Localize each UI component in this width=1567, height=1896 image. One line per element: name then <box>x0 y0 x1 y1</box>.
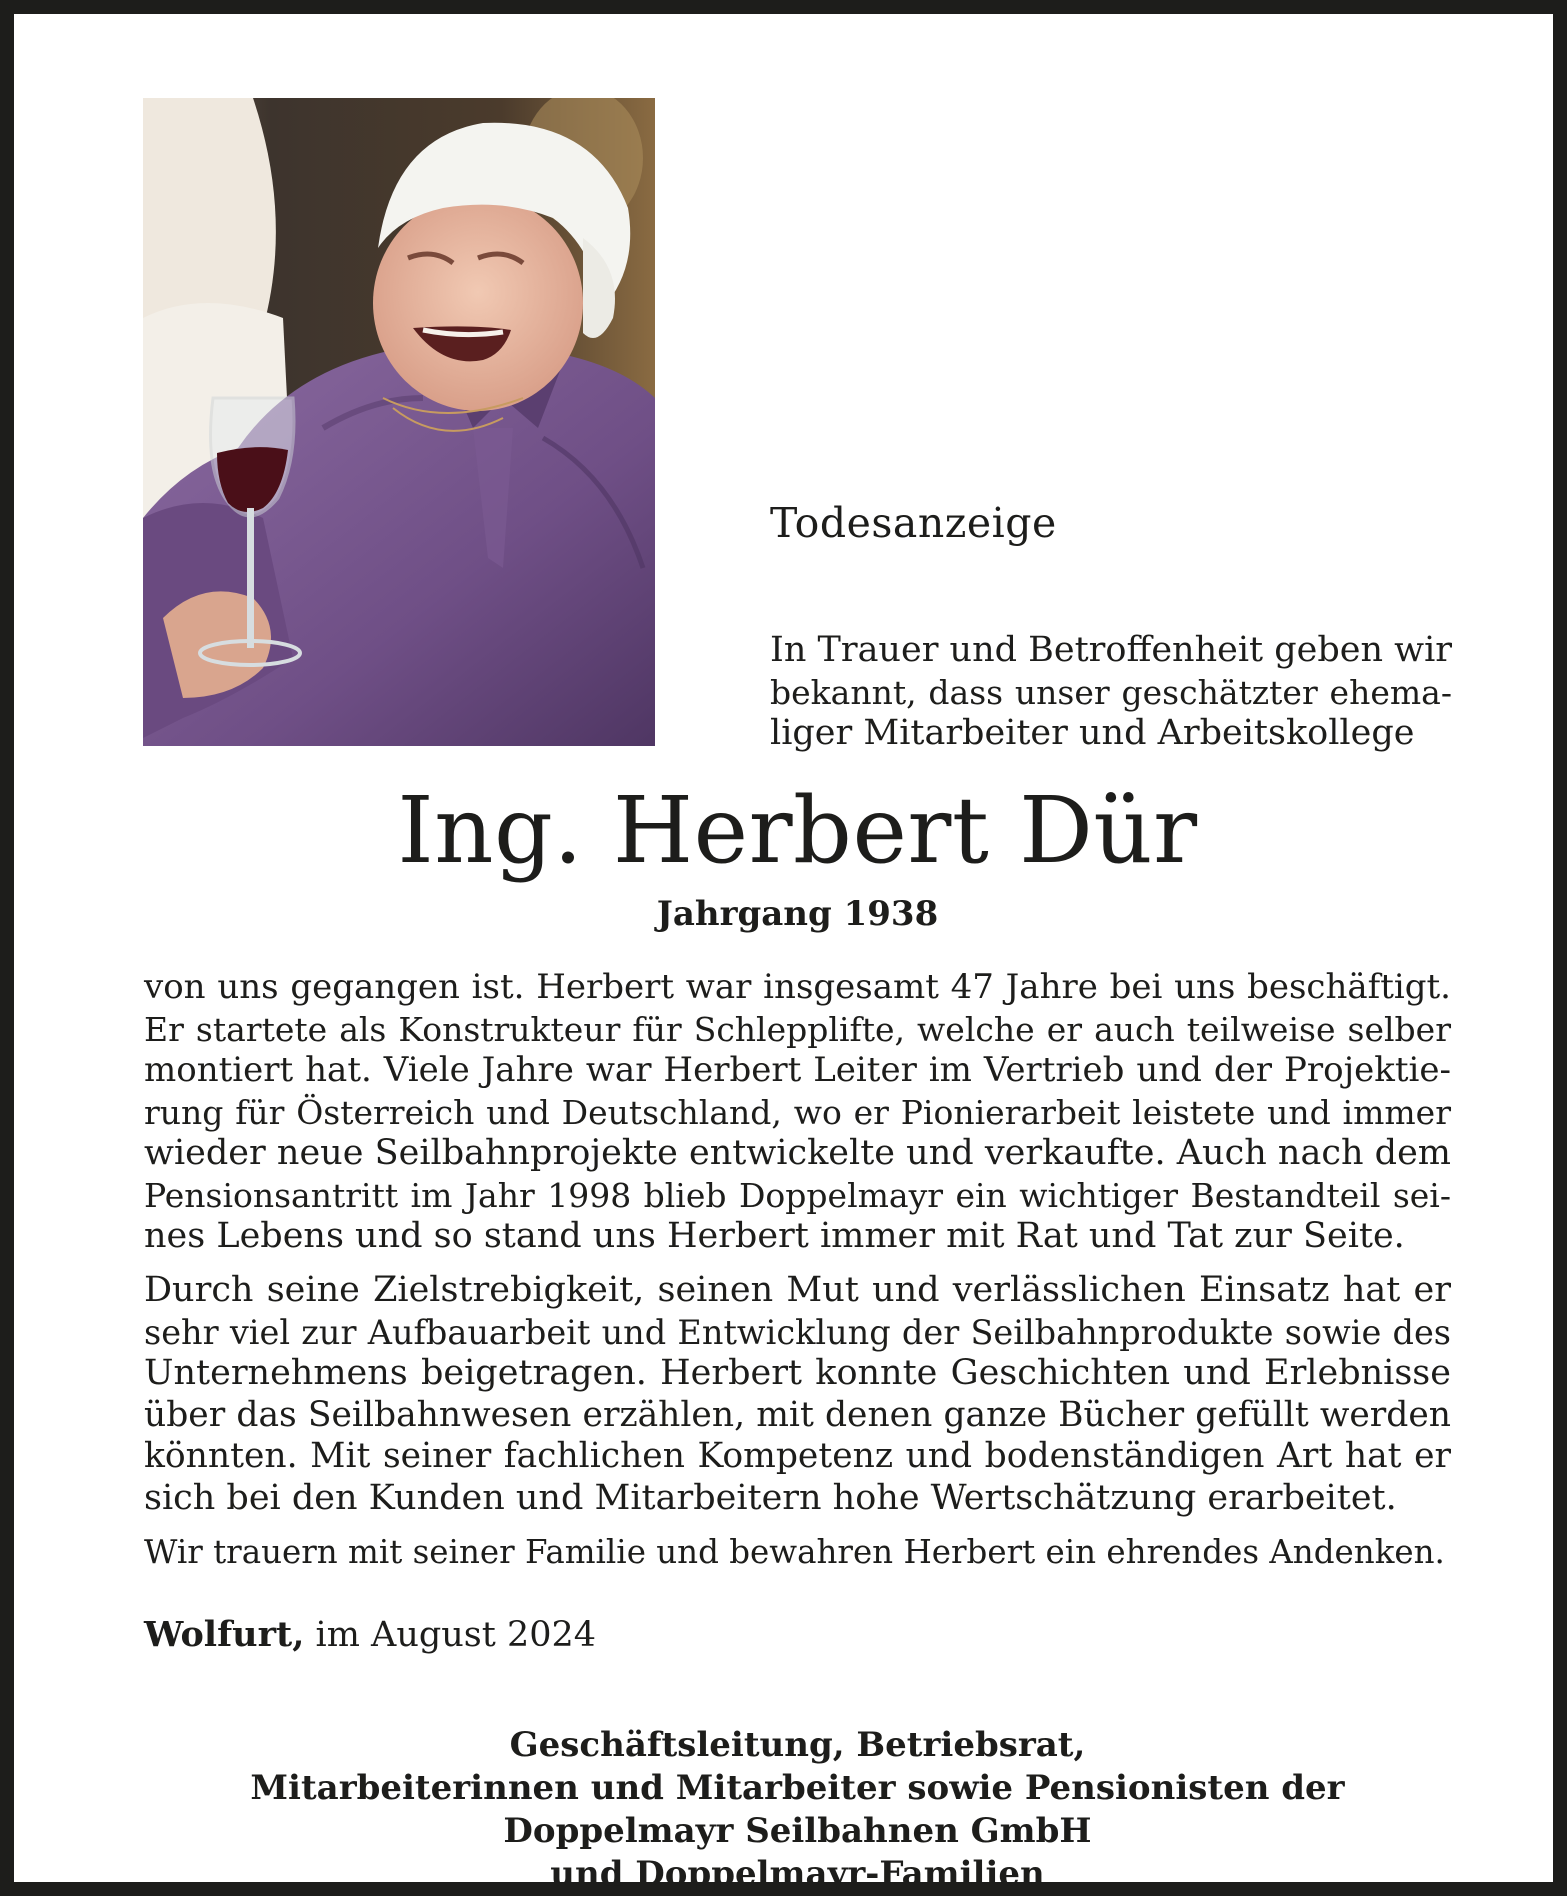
notice-heading: Todesanzeige <box>770 499 1057 547</box>
deceased-name: Ing. Herbert Dür <box>397 777 1198 884</box>
intro-line: In Trauer und Betroffenheit geben wir <box>770 630 1453 670</box>
paragraph-line: wieder neue Seilbahnprojekte entwickelte und verkaufte. Auch nach dem <box>144 1133 1451 1173</box>
paragraph-line: Wir trauern mit seiner Familie und bewahren Herbert ein ehrendes Andenken. <box>144 1533 1445 1571</box>
paragraph-biography <box>144 967 1451 1258</box>
paragraph-line: sehr viel zur Aufbauarbeit und Entwicklung der Seilbahnprodukte sowie des <box>144 1312 1451 1352</box>
intro-line: liger Mitarbeiter und Arbeitskollege <box>770 713 1415 753</box>
signatories <box>14 1724 1567 1896</box>
paragraph-line: über das Seilbahnwesen erzählen, mit denen ganze Bücher gefüllt werden <box>144 1394 1451 1435</box>
paragraph-line: Durch seine Zielstrebigkeit, seinen Mut und verlässlichen Einsatz hat er <box>144 1270 1451 1310</box>
portrait-illustration <box>143 98 655 746</box>
paragraph-line: Unternehmens beigetragen. Herbert konnte Geschichten und Erlebnisse <box>144 1353 1451 1393</box>
paragraph-line: von uns gegangen ist. Herbert war insgesamt 47 Jahre bei uns beschäftigt. <box>144 967 1451 1007</box>
paragraph-line: sich bei den Kunden und Mitarbeitern hohe Wertschätzung erarbeitet. <box>144 1477 1397 1518</box>
intro-line: bekannt, dass unser geschätzter ehema- <box>770 672 1452 712</box>
paragraph-tribute <box>144 1270 1451 1519</box>
signatory-line: Geschäftsleitung, Betriebsrat, <box>509 1725 1086 1765</box>
paragraph-mourning <box>144 1532 1451 1574</box>
paragraph-line: nes Lebens und so stand uns Herbert immer mit Rat und Tat zur Seite. <box>144 1216 1405 1256</box>
signatory-line: und Doppelmayr-Familien <box>550 1854 1045 1894</box>
paragraph-line: könnten. Mit seiner fachlichen Kompetenz und bodenständigen Art hat er <box>144 1436 1451 1476</box>
paragraph-line: montiert hat. Viele Jahre war Herbert Leiter im Vertrieb und der Projektie- <box>144 1050 1451 1090</box>
intro-text <box>770 630 1452 755</box>
signatory-line: Doppelmayr Seilbahnen GmbH <box>503 1811 1092 1851</box>
paragraph-line: rung für Österreich und Deutschland, wo er Pionierarbeit leistete und immer <box>144 1092 1451 1132</box>
birth-year: Jahrgang 1938 <box>656 894 939 934</box>
signatory-line: Mitarbeiterinnen und Mitarbeiter sowie Pensionisten der <box>250 1768 1345 1808</box>
place-name: Wolfurt, <box>144 1614 305 1655</box>
paragraph-line: Er startete als Konstrukteur für Schlepplifte, welche er auch teilweise selber <box>144 1009 1451 1049</box>
portrait-photo <box>143 98 655 746</box>
place-date <box>144 1613 596 1657</box>
paragraph-line: Pensionsantritt im Jahr 1998 blieb Doppelmayr ein wichtiger Bestandteil sei- <box>144 1175 1451 1215</box>
notice-date: im August 2024 <box>315 1615 597 1655</box>
